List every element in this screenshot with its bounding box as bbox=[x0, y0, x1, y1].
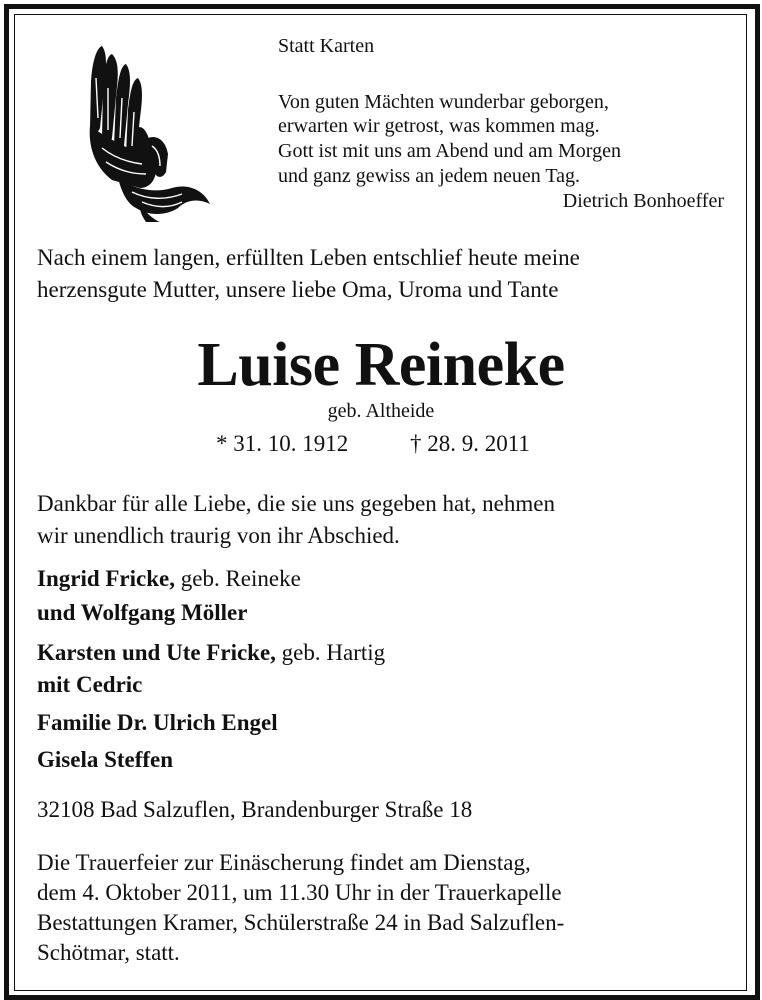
ceremony-text bbox=[37, 848, 564, 968]
poem-line: und ganz gewiss an jedem neuen Tag. bbox=[278, 165, 581, 187]
intro-line: herzensgute Mutter, unsere liebe Oma, Uroma und Tante bbox=[37, 277, 559, 302]
poem-line: erwarten wir getrost, was kommen mag. bbox=[278, 115, 600, 137]
mourner-birth-name: geb. Reineke bbox=[175, 566, 301, 591]
poem-line: Gott ist mit uns am Abend und am Morgen bbox=[278, 140, 621, 162]
mourner-line: mit Cedric bbox=[37, 672, 143, 697]
poem-author: Dietrich Bonhoeffer bbox=[562, 190, 724, 212]
gratitude-line: Dankbar für alle Liebe, die sie uns gegeben hat, nehmen bbox=[37, 491, 555, 516]
intro-text bbox=[37, 242, 580, 306]
mourner-birth-name: geb. Hartig bbox=[275, 640, 386, 665]
praying-hands-icon bbox=[82, 38, 212, 222]
ceremony-line: Die Trauerfeier zur Einäscherung findet am Dienstag, bbox=[37, 850, 531, 875]
mourner-line: und Wolfgang Möller bbox=[37, 600, 248, 625]
address: 32108 Bad Salzuflen, Brandenburger Straße 18 bbox=[37, 797, 473, 822]
mourner-name: Karsten und Ute Fricke, bbox=[37, 640, 276, 665]
mourner-line: Familie Dr. Ulrich Engel bbox=[37, 710, 278, 735]
gratitude-line: wir unendlich traurig von ihr Abschied. bbox=[37, 523, 400, 548]
mourner-line bbox=[37, 637, 385, 669]
statt-karten: Statt Karten bbox=[278, 35, 375, 57]
death-date: † 28. 9. 2011 bbox=[410, 431, 530, 456]
ceremony-line: dem 4. Oktober 2011, um 11.30 Uhr in der Trauerkapelle bbox=[37, 880, 562, 905]
poem-line: Von guten Mächten wunderbar geborgen, bbox=[278, 91, 609, 113]
gratitude-text bbox=[37, 488, 555, 552]
mourner-name: Ingrid Fricke, bbox=[37, 566, 175, 591]
ceremony-line: Bestattungen Kramer, Schülerstraße 24 in Bad Salzuflen- bbox=[37, 910, 565, 935]
birth-date: * 31. 10. 1912 bbox=[216, 431, 349, 456]
birth-name: geb. Altheide bbox=[327, 400, 435, 422]
intro-line: Nach einem langen, erfüllten Leben entschlief heute meine bbox=[37, 245, 580, 270]
mourner-line bbox=[37, 563, 301, 595]
mourner-line: Gisela Steffen bbox=[37, 747, 174, 772]
deceased-name: Luise Reineke bbox=[197, 331, 565, 399]
ceremony-line: Schötmar, statt. bbox=[37, 940, 180, 965]
